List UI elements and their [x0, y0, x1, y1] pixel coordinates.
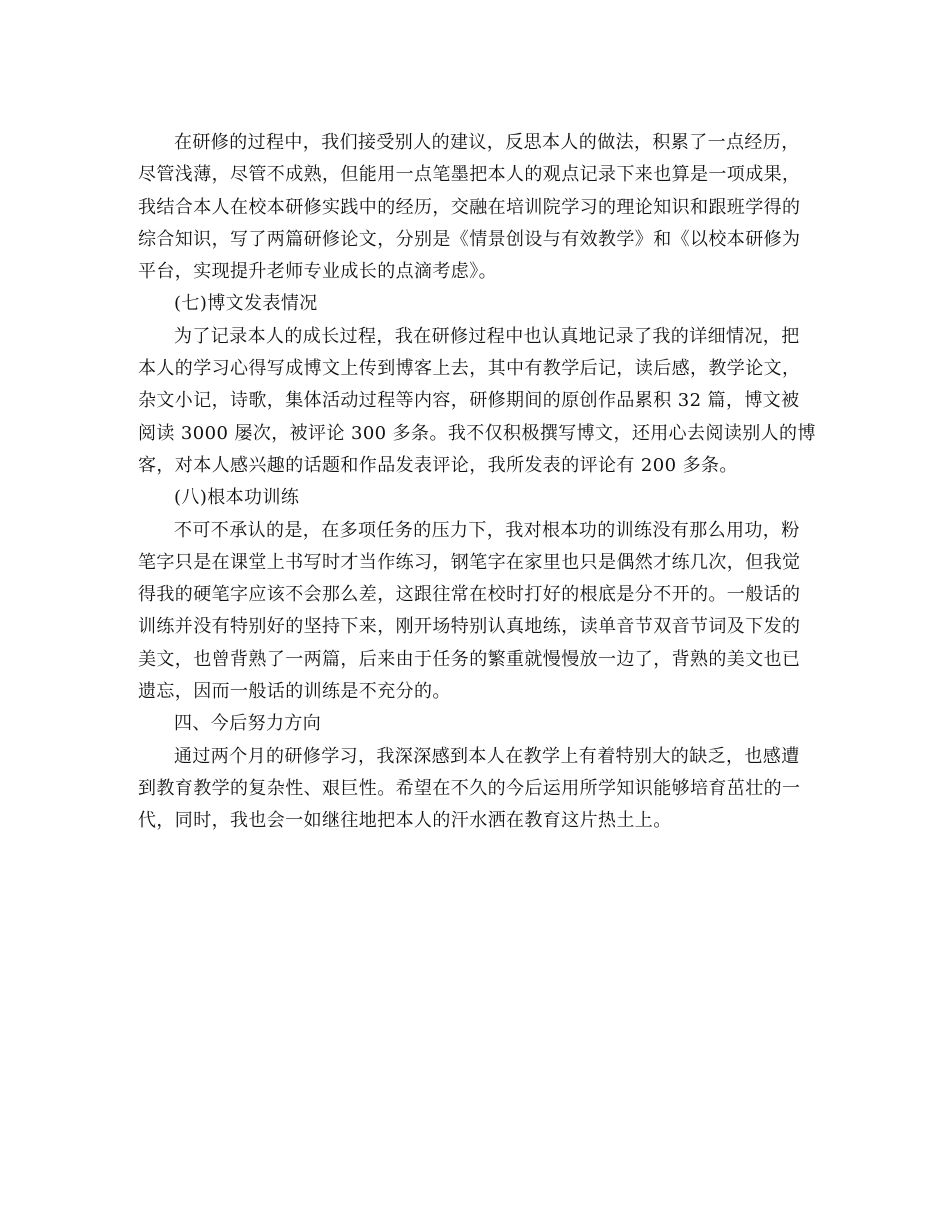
text-line: 到教育教学的复杂性、艰巨性。希望在不久的今后运用所学知识能够培育茁壮的一	[138, 777, 801, 799]
text-line: 平台，实现提升老师专业成长的点滴考虑》。	[138, 261, 497, 283]
paragraph	[138, 482, 818, 514]
document-body	[138, 127, 818, 838]
text-line: 得我的硬笔字应该不会那么差，这跟往常在校时打好的根底是分不开的。一般话的	[138, 584, 801, 606]
text-line: 尽管浅薄，尽管不成熟，但能用一点笔墨把本人的观点记录下来也算是一项成果，	[138, 164, 801, 186]
paragraph	[138, 515, 818, 709]
text-line: 遗忘，因而一般话的训练是不充分的。	[138, 681, 451, 703]
paragraph	[138, 321, 818, 482]
text-line: 我结合本人在校本研修实践中的经历，交融在培训院学习的理论知识和跟班学得的	[138, 196, 801, 218]
text-line: 客，对本人感兴趣的话题和作品发表评论，我所发表的评论有 200 多条。	[138, 454, 738, 476]
text-line: 综合知识，写了两篇研修论文，分别是《情景创设与有效教学》和《以校本研修为	[138, 228, 801, 250]
paragraph	[138, 708, 818, 740]
text-line: 四、今后努力方向	[174, 713, 322, 735]
text-line: 杂文小记，诗歌，集体活动过程等内容，研修期间的原创作品累积 32 篇，博文被	[138, 390, 800, 412]
text-line: 不可不承认的是，在多项任务的压力下，我对根本功的训练没有那么用功，粉	[174, 519, 800, 541]
text-line: 训练并没有特别好的坚持下来，刚开场特别认真地练，读单音节双音节词及下发的	[138, 616, 801, 638]
text-line: 美文，也曾背熟了一两篇，后来由于任务的繁重就慢慢放一边了，背熟的美文也已	[138, 648, 801, 670]
text-line: 笔字只是在课堂上书写时才当作练习，钢笔字在家里也只是偶然才练几次，但我觉	[138, 551, 801, 573]
paragraph	[138, 127, 818, 288]
text-line: 在研修的过程中，我们接受别人的建议，反思本人的做法，积累了一点经历，	[174, 132, 800, 153]
paragraph	[138, 288, 818, 320]
text-line: 为了记录本人的成长过程，我在研修过程中也认真地记录了我的详细情况，把	[174, 325, 800, 347]
text-line: 本人的学习心得写成博文上传到博客上去，其中有教学后记，读后感，教学论文，	[138, 358, 801, 380]
text-line: (八)根本功训练	[174, 487, 300, 509]
text-line: 阅读 3000 屡次，被评论 300 多条。我不仅积极撰写博文，还用心去阅读别人的博	[138, 422, 816, 444]
text-line: 通过两个月的研修学习，我深深感到本人在教学上有着特别大的缺乏，也感遭	[174, 745, 800, 767]
paragraph	[138, 741, 818, 838]
text-line: 代，同时，我也会一如继往地把本人的汗水洒在教育这片热土上。	[138, 810, 672, 832]
text-line: (七)博文发表情况	[174, 293, 318, 315]
